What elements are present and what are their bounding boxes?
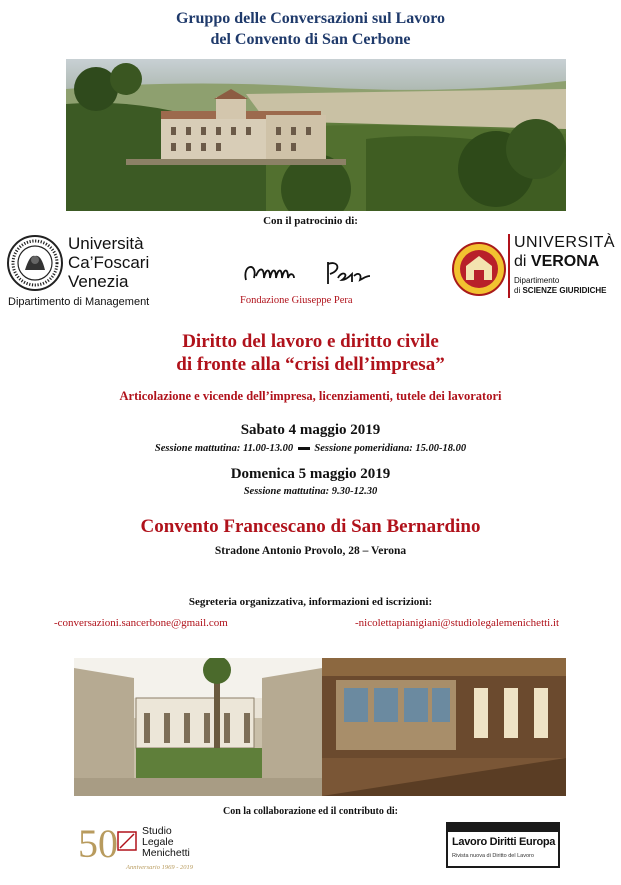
verona-divider xyxy=(508,234,510,298)
lde-name: Lavoro Diritti Europa xyxy=(452,836,556,848)
cafoscari-department: Dipartimento di Management xyxy=(8,296,150,308)
cafoscari-name-line-1: Università xyxy=(68,234,144,253)
conference-title xyxy=(0,330,621,376)
secretariat-label: Segreteria organizzativa, informazioni ed iscrizioni: xyxy=(188,596,433,608)
day1-morning-session: Sessione mattutina: 11.00-13.00 xyxy=(154,443,294,454)
organizer-line-1: Gruppo delle Conversazioni sul Lavoro xyxy=(175,10,446,27)
venue-name: Convento Francescano di San Bernardino xyxy=(140,516,481,537)
pera-foundation-name: Fondazione Giuseppe Pera xyxy=(240,295,353,306)
collaboration-label: Con la collaborazione ed il contributo di: xyxy=(223,806,398,817)
lavoro-diritti-europa-logo xyxy=(446,822,560,868)
studio-name-line-1: Studio xyxy=(142,825,172,837)
lde-top-band xyxy=(448,824,558,832)
day1-afternoon-session: Sessione pomeridiana: 15.00-18.00 xyxy=(314,443,467,454)
organizer-line-2: del Convento di San Cerbone xyxy=(210,31,411,48)
convent-cloister-and-hall-image xyxy=(74,658,566,796)
verona-department-line-1: Dipartimento xyxy=(514,276,560,285)
organizer-title xyxy=(0,8,621,50)
session-separator xyxy=(298,447,310,450)
verona-seal-icon xyxy=(452,238,506,300)
cafoscari-seal-icon xyxy=(6,234,64,292)
verona-name-line-1: UNIVERSITÀ xyxy=(514,234,616,251)
lde-tagline: Rivista nuova di Diritto del Lavoro xyxy=(452,853,534,859)
cafoscari-name-line-3: Venezia xyxy=(68,272,129,291)
email-link-sancerbone[interactable]: -conversazioni.sancerbone@gmail.com xyxy=(54,617,228,629)
anniversary-number: 50 xyxy=(78,821,118,866)
convent-photos xyxy=(74,658,566,796)
venue-address: Stradone Antonio Provolo, 28 – Verona xyxy=(214,545,407,557)
email-link-pianigiani[interactable]: -nicolettapianigiani@studiolegalemenichetti.it xyxy=(355,617,560,629)
patronage-logos xyxy=(0,232,621,312)
monastery-photo xyxy=(66,59,566,211)
verona-name-line-2: di VERONA xyxy=(514,253,600,270)
cafoscari-name-line-2: Ca’Foscari xyxy=(68,253,150,272)
conference-title-line-2: di fronte alla “crisi dell’impresa” xyxy=(176,354,445,375)
patronage-label: Con il patrocinio di: xyxy=(263,215,358,227)
studio-name-line-2: Legale xyxy=(142,836,174,848)
studio-emblem-icon xyxy=(116,830,138,852)
verona-logo xyxy=(452,234,617,312)
conference-title-line-1: Diritto del lavoro e diritto civile xyxy=(182,331,439,352)
day1-date: Sabato 4 maggio 2019 xyxy=(240,422,381,438)
verona-department-line-2: di SCIENZE GIURIDICHE xyxy=(514,286,607,295)
pera-foundation-logo xyxy=(238,240,408,312)
day2-date: Domenica 5 maggio 2019 xyxy=(230,466,391,482)
conference-subtitle: Articolazione e vicende dell’impresa, licenziamenti, tutele dei lavoratori xyxy=(119,389,502,403)
pera-signature-icon xyxy=(238,254,388,290)
day1-sessions xyxy=(0,443,621,454)
monastery-landscape-image xyxy=(66,59,566,211)
studio-anniversary-tagline: Anniversario 1969 - 2019 xyxy=(126,864,193,871)
studio-name-line-3: Menichetti xyxy=(142,847,190,859)
day2-morning-session: Sessione mattutina: 9.30-12.30 xyxy=(243,486,378,497)
studio-menichetti-logo xyxy=(78,822,238,878)
cafoscari-logo xyxy=(6,234,176,312)
